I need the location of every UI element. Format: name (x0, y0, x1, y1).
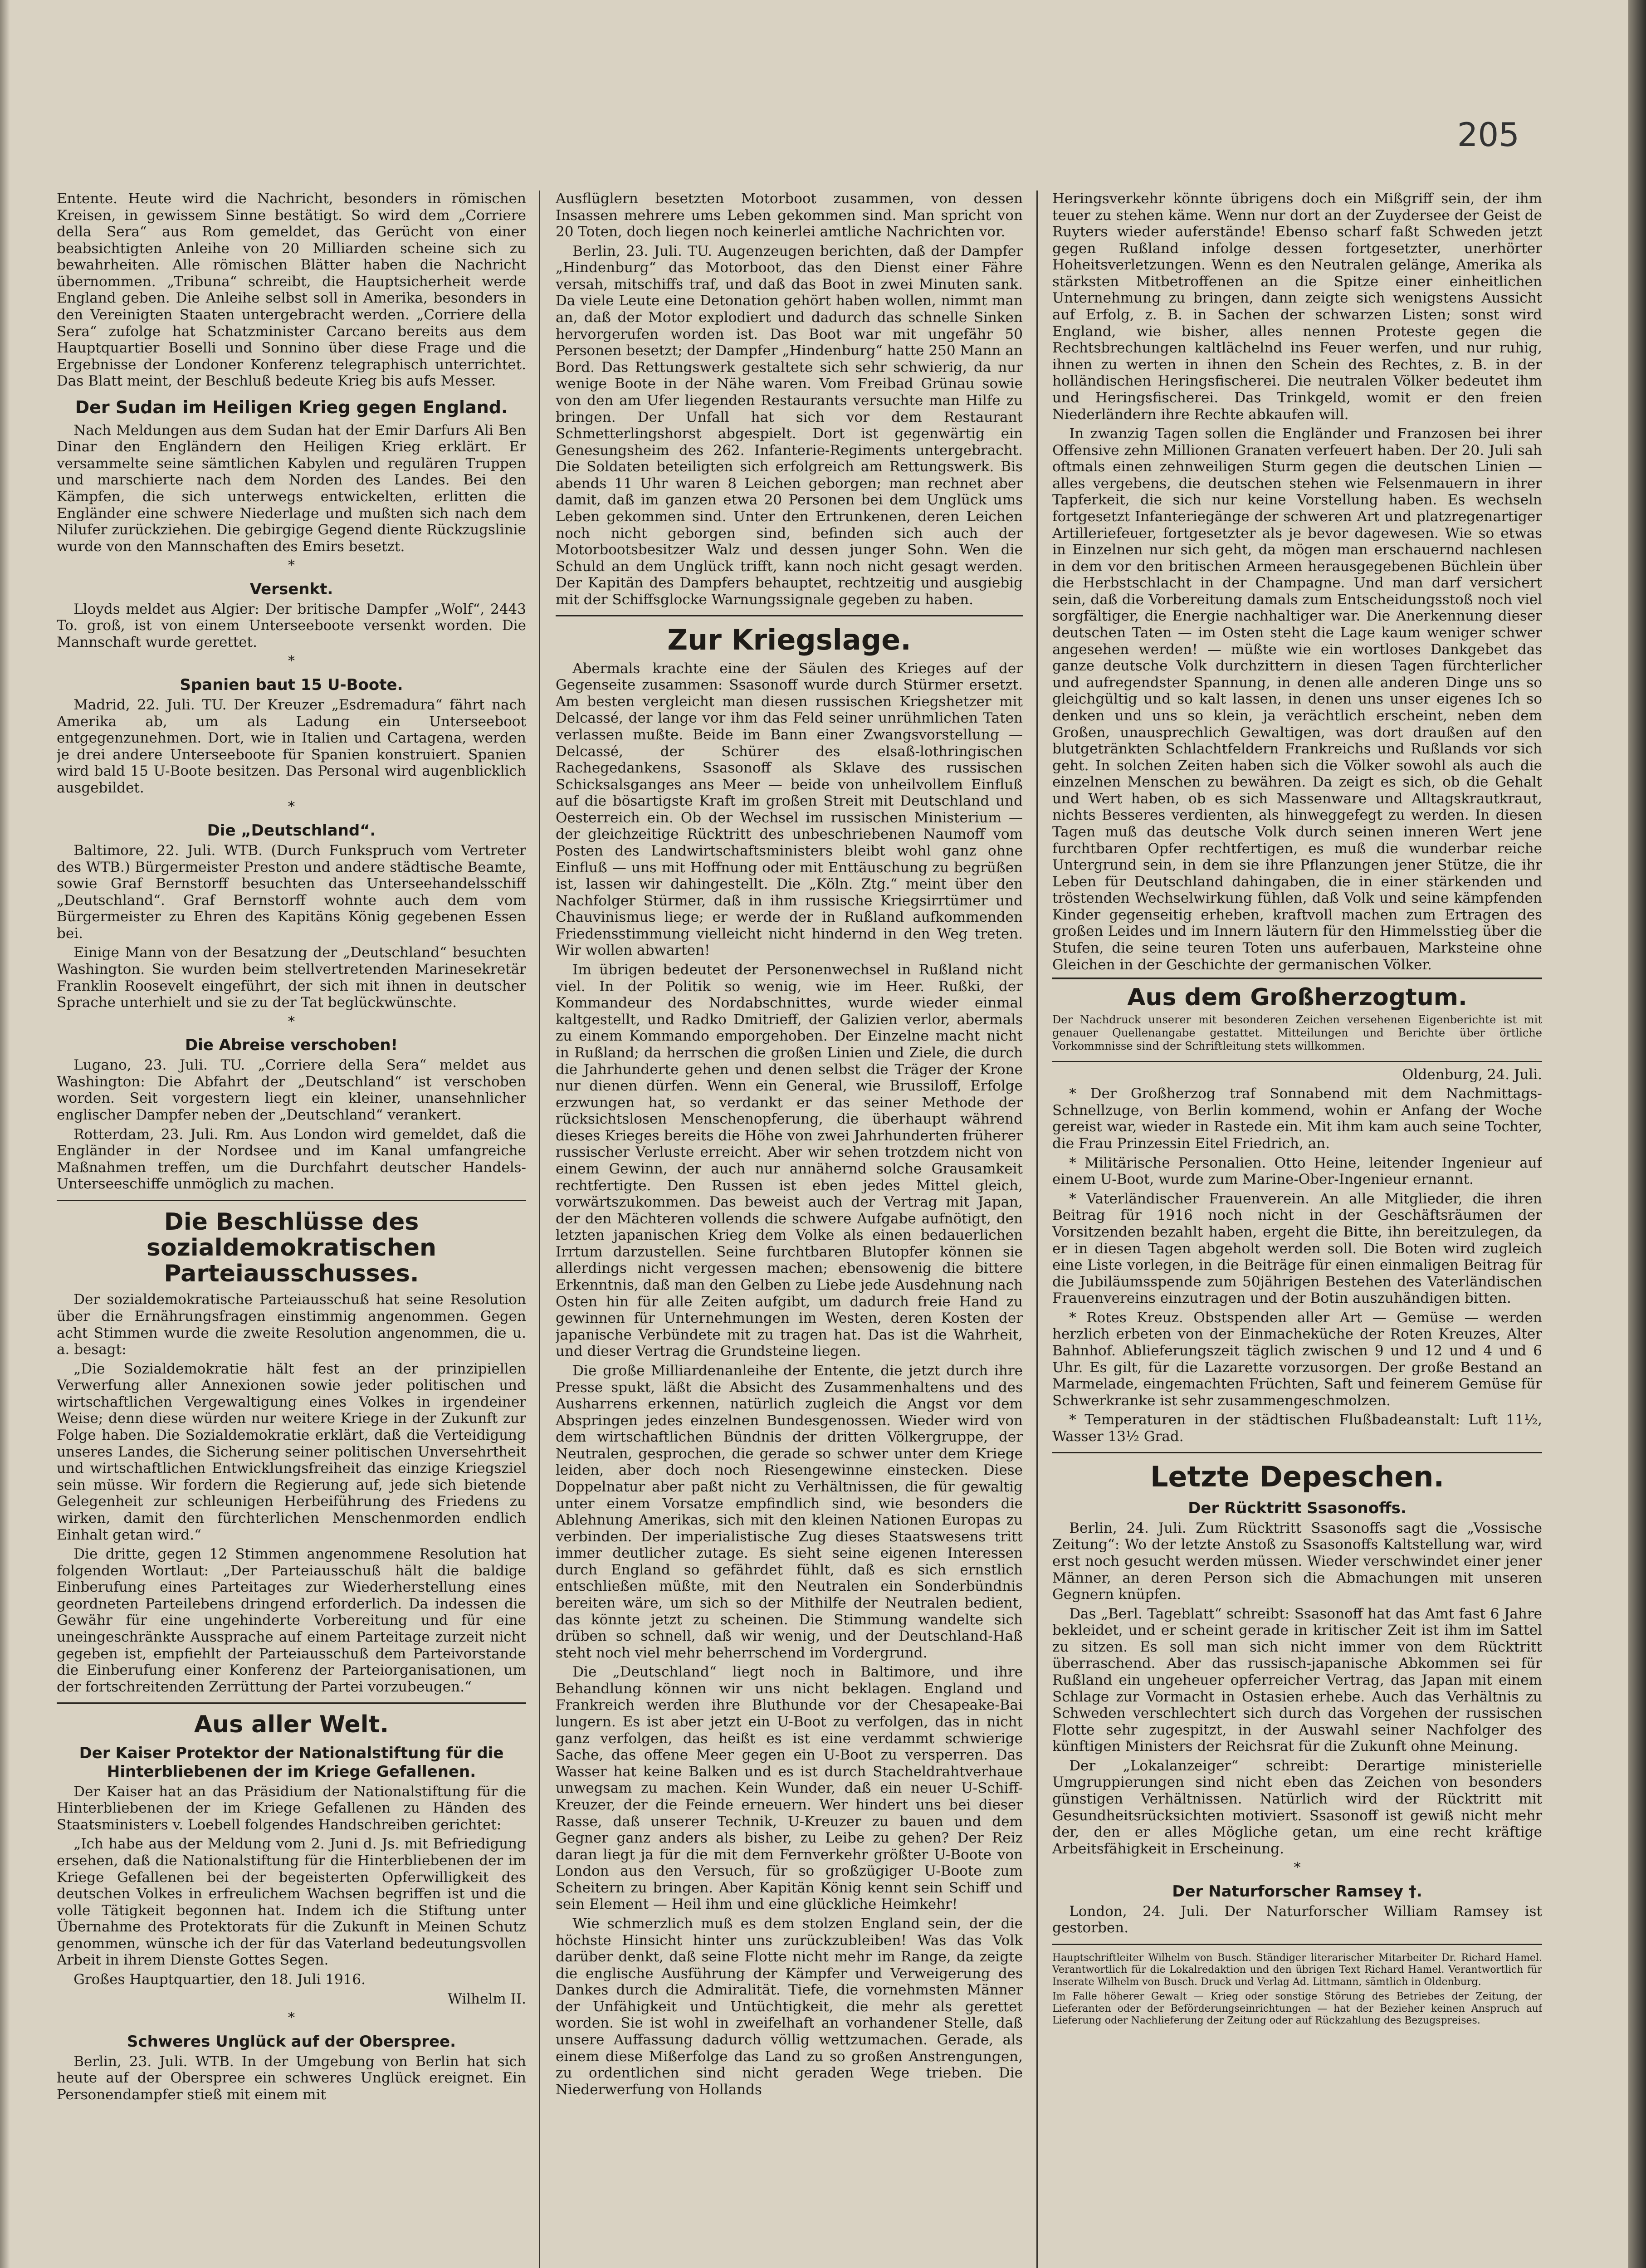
headline-ramsey: Der Naturforscher Ramsey †. (1172, 1882, 1422, 1901)
separator-star: * (288, 653, 295, 670)
page-edge-shadow (0, 0, 10, 2268)
article-paragraph: Die große Milliardenanleihe der Entente, die jetzt durch ihre Presse spukt, läßt die Absicht des Zusammenhaltens und des Ausharrens erkennen, natürlich zugleich die Angst vor dem Abspringen jedes einzelnen Bundesgenossen. Wieder wird von dem wirtschaftlichen Bündnis der dritten Völkergruppe, der Neutralen, gesprochen, die gerade so schwer unter dem Kriege leiden, aber doch noch Riesengewinne einstecken. Diese Doppelnatur aber paßt nicht zu Verhältnissen, die für gewaltig unter einem Vorsatze empfindlich sind, wie besonders die Ablehnung Amerikas, sich mit den kleinen Nationen Europas zu verbinden. Der imperialistische Zug dieses Staatswesens tritt immer deutlicher zutage. Es sieht seine eigenen Interessen durch England so gefährdet fühlt, daß es sich ernstlich entschließen müßte, mit den Neutralen ein Sonderbündnis bereiten wäre, um sich so der Mithilfe der Neutralen bedient, das könnte jetzt zu scheinen. Die Stimmung wandelte sich drüben so schnell, daß wir wenig, und der Deutschland-Haß steht noch viel mehr beherrschend im Vordergrund. (556, 1362, 1023, 1661)
delivery-notice: Im Falle höherer Gewalt — Krieg oder sonstige Störung des Betriebes der Zeitung, der Lieferanten oder der Beförderungseinrichtungen — hat der Bezieher keinen Anspruch auf Lieferung oder Nachlieferung der Zeitung oder auf Rückzahlung des Bezugspreises. (1052, 1991, 1542, 2026)
article-paragraph: „Ich habe aus der Meldung vom 2. Juni d. Js. mit Befriedigung ersehen, daß die Nationalstiftung für die Hinterbliebenen der im Kriege Gefallenen bei der begeisterten Opferwilligkeit des deutschen Volkes in erfreulichem Wachsen begriffen ist und die volle Tätigkeit begonnen hat. Indem ich die Stiftung unter Übernahme des Protektorats für die Zukunft in Meinen Schutz genommen, wünsche ich der für das Vaterland bedeutungsvollen Arbeit in ihrem Dienste Gottes Segen. (57, 1836, 526, 1969)
separator-star: * (288, 1013, 295, 1030)
separator-star: * (1294, 1860, 1301, 1876)
article-paragraph: Der sozialdemokratische Parteiausschuß hat seine Resolution über die Ernährungsfragen einstimmig angenommen. Gegen acht Stimmen wurde die zweite Resolution angenommen, die u. a. besagt: (57, 1291, 526, 1358)
column-middle (556, 191, 1023, 2268)
column-divider (539, 191, 540, 2268)
article-paragraph: * Militärische Personalien. Otto Heine, leitender Ingenieur auf einem U-Boot, wurde zum Marine-Ober-Ingenieur ernannt. (1052, 1154, 1542, 1188)
article-paragraph: Im übrigen bedeutet der Personenwechsel in Rußland nicht viel. In der Politik so wenig, wie im Heer. Rußki, der Kommandeur des Nordabschnittes, wurde wieder einmal kaltgestellt, und Radko Dmitrieff, der Galizien verlor, abermals zu einem Kommando emporgehoben. Der Einzelne macht nicht in Rußland; da herrschen die großen Linien und Ziele, die durch die Jahrhunderte gehen und denen selbst die Träger der Krone nur dienen dürfen. Wenn ein General, wie Brussiloff, Erfolge erzwungen hat, so verdankt er das seiner Methode der rücksichtslosen Menschenopferung, die überhaupt während dieses Krieges bereits die Höhe von zwei Jahrhunderten früherer russischer Verluste erreicht. Aber wir sehen trotzdem nicht von einem Gewinn, der auch nur annähernd solche Grausamkeit rechtfertigte. Den Russen ist eben jedes Mittel gleich, vorwärtszukommen. Das beweist auch der Vertrag mit Japan, der den Mächteren vollends die schwere Aufgabe aufnötigt, den letzten japanischen Krieg dem Volke als einen bedauerlichen Irrtum darzustellen. Seine furchtbaren Blutopfer können sie allerdings nicht vergessen machen; ebensowenig die bittere Erkenntnis, daß man den Gelben zu Liebe jede Ausdehnung nach Osten hin für alle Zeiten aufgibt, um dadurch freie Hand zu gewinnen für Unternehmungen im Westen, deren Kosten der japanische Verbündete mit zu tragen hat. Das ist die Wahrheit, und dieser Vertrag die Grundsteine liegen. (556, 962, 1023, 1360)
headline-aus-aller-welt: Aus aller Welt. (194, 1711, 389, 1739)
section-rule (1052, 1452, 1542, 1453)
headline-unglueck: Schweres Unglück auf der Oberspree. (127, 2032, 456, 2051)
article-paragraph: * Der Großherzog traf Sonnabend mit dem Nachmittags-Schnellzuge, von Berlin kommend, wohin er Anfang der Woche gereist war, wieder in Rastede ein. Mit ihm kam auch seine Tochter, die Frau Prinzessin Eitel Friedrich, an. (1052, 1085, 1542, 1152)
separator-star: * (288, 557, 295, 574)
article-paragraph: Madrid, 22. Juli. TU. Der Kreuzer „Esdremadura“ fährt nach Amerika ab, um als Ladung ein Unterseeboot entgegenzunehmen. Dort, wie in Italien und Cartagena, werden je drei andere Unterseeboote für Spanien konstruiert. Spanien wird bald 15 U-Boote besitzen. Das Personal wird augenblicklich ausgebildet. (57, 696, 526, 796)
article-paragraph: Einige Mann von der Besatzung der „Deutschland“ besuchten Washington. Sie wurden beim stellvertretenden Marinesekretär Franklin Roosevelt eingeführt, der sich mit ihnen in deutscher Sprache unterhielt und sie zu der Tat beglückwünschte. (57, 944, 526, 1011)
section-rule (57, 1200, 526, 1201)
headline-deutschland: Die „Deutschland“. (207, 821, 376, 840)
binding-shadow (1628, 0, 1646, 2268)
article-paragraph: Die dritte, gegen 12 Stimmen angenommene Resolution hat folgenden Wortlaut: „Der Parteiausschuß hält die baldige Einberufung eines Parteitages zur Wiederherstellung eines geordneten Parteilebens dringend erforderlich. Da indessen die Gewähr für eine ungehinderte Vorbereitung und für eine uneingeschränkte Aussprache auf einem Parteitage zurzeit nicht gegeben ist, empfiehlt der Parteiausschuß dem Parteivorstande die Einberufung einer Konferenz der Parteiorganisationen, um der fortschreitenden Zerrüttung der Partei vorzubeugen.“ (57, 1546, 526, 1695)
article-paragraph: Rotterdam, 23. Juli. Rm. Aus London wird gemeldet, daß die Engländer in der Nordsee und im Kanal umfangreiche Maßnahmen treffen, um die Durchfahrt deutscher Handels-Unterseeschiffe unmöglich zu machen. (57, 1126, 526, 1193)
article-paragraph: Heringsverkehr könnte übrigens doch ein Mißgriff sein, der ihm teuer zu stehen käme. Wenn nur dort an der Zuydersee der Geist de Ruyters wieder auferstände! Ebenso scharf faßt Schweden jetzt gegen Rußland infolge dessen fortgesetzter, unerhörter Hoheitsverletzungen. Wenn es den Neutralen gelänge, Amerika als stärksten Mitbetroffenen an die Spitze einer einheitlichen Unternehmung zu bringen, dann zeigte sich wenigstens Aussicht auf Erfolg, z. B. in Sachen der schwarzen Listen; sonst wird England, wie bisher, alles nennen Proteste gegen die Rechtsbrechungen kaltlächelnd ins Feuer werfen, und nur ruhig, ihnen zu werten in ihnen den Schein des Rechtes, z. B. in der holländischen Heringsfischerei. Die neutralen Völker bedeutet ihm und Heringsfischerei. Das Trinkgeld, womit er den freien Niederländern ihre Rechte abkaufen will. (1052, 191, 1542, 423)
column-divider (1036, 191, 1038, 2268)
headline-sudan: Der Sudan im Heiligen Krieg gegen England. (75, 397, 508, 417)
headline-beschluesse: Die Beschlüsse des sozialdemokratischen Parteiausschusses. (146, 1208, 437, 1288)
imprint: Hauptschriftleiter Wilhelm von Busch. Ständiger literarischer Mitarbeiter Dr. Richard Hamel. Verantwortlich für die Lokalredaktion und den übrigen Text Richard Hamel. Verantwortlich für Inserate Wilhelm von Busch. Druck und Verlag Ad. Littmann, sämtlich in Oldenburg. (1052, 1952, 1542, 1988)
article-paragraph: Die „Deutschland“ liegt noch in Baltimore, und ihre Behandlung können wir uns nicht beklagen. England und Frankreich werden ihre Bluthunde vor der Chesapeake-Bai lungern. Es ist aber jetzt ein U-Boot zu verfolgen, das in nicht ganz verfolgen, das heißt es ist eine verdammt schwierige Sache, das offene Meer gegen ein U-Boot zu versperren. Das Wasser hat keine Balken und es ist durch Stacheldrahtverhaue unwegsam zu machen. Kein Wunder, daß ein neuer U-Schiff-Kreuzer, der die Feinde erneuern. Wer hindert uns bei dieser Rasse, daß unserer Technik, U-Kreuzer zu bauen und dem Gegner ganz anders als bisher, zu Leibe zu gehen? Der Reiz daran liegt ja für die mit dem Fernverkehr größter U-Boote von London aus den Versuch, für so großzügiger U-Boote zum Scheitern zu bringen. Aber Kapitän König kennt sein Schiff und sein Element — Heil ihm und eine glückliche Heimkehr! (556, 1664, 1023, 1913)
article-paragraph: Berlin, 23. Juli. TU. Augenzeugen berichten, daß der Dampfer „Hindenburg“ das Motorboot, das den Dienst einer Fähre versah, mitschiffs traf, und daß das Boot in zwei Minuten sank. Da viele Leute eine Detonation gehört haben wollen, nimmt man an, daß der Motor explodiert und dadurch das schnelle Sinken hervorgerufen worden ist. Das Boot war mit ungefähr 50 Personen besetzt; der Dampfer „Hindenburg“ hatte 250 Mann an Bord. Das Rettungswerk gestaltete sich sehr schwierig, da nur wenige Boote in der Nähe waren. Vom Freibad Grünau sowie von den am Ufer liegenden Restaurants versuchte man Hilfe zu bringen. Der Unfall hat sich vor dem Restaurant Schmetterlingshorst abgespielt. Dort ist gegenwärtig ein Genesungsheim des 262. Infanterie-Regiments untergebracht. Die Soldaten beteiligten sich erfolgreich am Rettungswerk. Bis abends 11 Uhr waren 8 Leichen geborgen; man rechnet aber damit, daß im ganzen etwa 20 Personen bei dem Unglück ums Leben gekommen sind. Unter den Ertrunkenen, deren Leichen noch nicht geborgen sind, befinden sich auch der Motorbootsbesitzer Walz und dessen junger Sohn. Wen die Schuld an dem Unglück trifft, kann noch nicht gesagt werden. Der Kapitän des Dampfers behauptet, rechtzeitig und ausgiebig mit der Schiffsglocke Warnungssignale gegeben zu haben. (556, 243, 1023, 608)
article-paragraph: Berlin, 23. Juli. WTB. In der Umgebung von Berlin hat sich heute auf der Oberspree ein schweres Unglück ereignet. Ein Personendampfer stieß mit einem mit (57, 2053, 526, 2103)
page-number: 205 (1457, 116, 1519, 154)
headline-versenkt: Versenkt. (249, 580, 333, 598)
article-paragraph: Abermals krachte eine der Säulen des Krieges auf der Gegenseite zusammen: Ssasonoff wurde durch Stürmer ersetzt. Am besten vergleicht man diesen russischen Kriegshetzer mit Delcassé, der lange vor ihm das Feld seiner unrühmlichen Taten verlassen mußte. Beide im Bann einer Zwangsvorstellung — Delcassé, der Schürer des elsaß-lothringischen Rachegedankens, Ssasonoff als Sklave des russischen Schicksalsganges ans Meer — beide von unheilvollem Einfluß auf die bösartigste Kraft im großen Streit mit Deutschland und Oesterreich ein. Ob der Wechsel im russischen Ministerium — der gleichzeitige Rücktritt des unbeschriebenen Naumoff vom Posten des Landwirtschaftsministers bleibt wohl ganz ohne Einfluß — uns mit Hoffnung oder mit Enttäuschung zu begrüßen ist, lassen wir dahingestellt. Die „Köln. Ztg.“ meint über den Nachfolger Stürmer, daß in ihm russische Kriegsirrtümer und Chauvinismus liege; er werde der in Rußland aufkommenden Friedensstimmung vielleicht nicht hindernd in den Weg treten. Wir wollen abwarten! (556, 660, 1023, 959)
column-left (57, 191, 526, 2268)
section-rule (556, 615, 1023, 616)
headline-spanien: Spanien baut 15 U-Boote. (180, 675, 403, 694)
article-paragraph: Nach Meldungen aus dem Sudan hat der Emir Darfurs Ali Ben Dinar den Engländern den Heiligen Krieg erklärt. Er versammelte seine sämtlichen Kabylen und regulären Truppen und marschierte nach dem Norden des Landes. Bei den Kämpfen, die sich unterwegs entwickelten, erlitten die Engländer eine schwere Niederlage und mußten sich nach dem Nilufer zurückziehen. Die gebirgige Gegend diente Rückzugslinie wurde von den Mannschaften des Emirs besetzt. (57, 422, 526, 555)
dateline: Oldenburg, 24. Juli. (1402, 1066, 1542, 1083)
article-paragraph: * Rotes Kreuz. Obstspenden aller Art — Gemüse — werden herzlich erbeten von der Einmacheküche der Roten Kreuzes, Alter Bahnhof. Ablieferungszeit täglich zwischen 9 und 12 und 4 und 6 Uhr. Es gilt, für die Lazarette vorzusorgen. Der große Bestand an Marmelade, eingemachten Früchten, Saft und feinerem Gemüse für Schwerkranke ist sehr zusammengeschmolzen. (1052, 1309, 1542, 1409)
article-paragraph: Lugano, 23. Juli. TU. „Corriere della Sera“ meldet aus Washington: Die Abfahrt der „Deutschland“ ist verschoben worden. Seit vorgestern liegt ein kleiner, unansehnlicher englischer Dampfer neben der „Deutschland“ verankert. (57, 1057, 526, 1123)
article-paragraph: Ausflüglern besetzten Motorboot zusammen, von dessen Insassen mehrere ums Leben gekommen sind. Man spricht von 20 Toten, doch liegen noch keinerlei amtliche Nachrichten vor. (556, 191, 1023, 240)
signature: Wilhelm II. (448, 1990, 526, 2007)
article-paragraph: Entente. Heute wird die Nachricht, besonders in römischen Kreisen, in gewissem Sinne bestätigt. So wird dem „Corriere della Sera“ aus Rom gemeldet, das Gerücht von einer beabsichtigten Anleihe von 20 Milliarden scheine sich zu bewahrheiten. Alle römischen Blätter haben die Nachricht übernommen. „Tribuna“ schreibt, die Hauptsicherheit werde England geben. Die Anleihe selbst soll in Amerika, besonders in den Vereinigten Staaten untergebracht werden. „Corriere della Sera“ zufolge hat Schatzminister Carcano bereits aus dem Hauptquartier Boselli und Sonnino über diese Frage und die Ergebnisse der Londoner Konferenz telegraphisch unterrichtet. Das Blatt meint, der Beschluß bedeute Krieg bis aufs Messer. (57, 191, 526, 390)
headline-kriegslage: Zur Kriegslage. (667, 623, 911, 657)
headline-grossherzogtum: Aus dem Großherzogtum. (1127, 984, 1467, 1012)
article-paragraph: * Vaterländischer Frauenverein. An alle Mitglieder, die ihren Beitrag für 1916 noch nicht in der Geschäftsräumen der Vorsitzenden bezahlt haben, ergeht die Bitte, ihn bereitzulegen, da er in diesen Tagen abgeholt werden soll. Die Boten wird zugleich eine Liste vorlegen, in die Beiträge für einen einmaligen Beitrag für die Jubiläumsspende zum 50jährigen Bestehen des Vaterländischen Frauenvereins einzutragen und der Botin auszuhändigen bitten. (1052, 1190, 1542, 1307)
article-paragraph: * Temperaturen in der städtischen Flußbadeanstalt: Luft 11½, Wasser 13½ Grad. (1052, 1412, 1542, 1445)
separator-star: * (288, 799, 295, 815)
column-right (1052, 191, 1542, 2268)
reprint-notice: Der Nachdruck unserer mit besonderen Zeichen versehenen Eigenberichte ist mit genauer Quellenangabe gestattet. Mitteilungen und Berichte über örtliche Vorkommnisse sind der Schriftleitung stets willkommen. (1052, 1013, 1542, 1052)
headline-ruecktritt: Der Rücktritt Ssasonoffs. (1188, 1499, 1407, 1517)
headline-letzte-depeschen: Letzte Depeschen. (1150, 1460, 1445, 1494)
article-paragraph: Lloyds meldet aus Algier: Der britische Dampfer „Wolf“, 2443 To. groß, ist von einem Unterseeboote versenkt worden. Die Mannschaft wurde gerettet. (57, 601, 526, 650)
article-paragraph: London, 24. Juli. Der Naturforscher William Ramsey ist gestorben. (1052, 1903, 1542, 1936)
article-paragraph: Wie schmerzlich muß es dem stolzen England sein, der die höchste Hinsicht hinter uns zurückzubleiben! Was das Volk darüber denkt, daß seine Flotte nicht mehr im Range, da zeigte die englische Ausführung der Kämpfer und Verweigerung des Dankes durch die Admiralität. Tiefe, die vornehmsten Männer der Unfähigkeit und Untüchtigkeit, die mehr als gerettet worden. Sie ist wohl in zweifelhaft an vorhandener Stelle, daß unsere Auffassung dadurch völlig wettzumachen. Gerade, als einem diese Mißerfolge das Land zu so großen Anstrengungen, zu ordentlichen sind nicht geraden Wege trieben. Die Niederwerfung von Hollands (556, 1916, 1023, 2098)
separator-star: * (288, 2010, 295, 2026)
article-paragraph: Der „Lokalanzeiger“ schreibt: Derartige ministerielle Umgruppierungen sind nicht eben das Zeichen von besonders günstigen Verhältnissen. Natürlich wird der Rücktritt mit Gesundheitsrücksichten motiviert. Ssasonoff ist gewiß nicht mehr der, den er alles Mögliche getan, um eine recht kräftige Arbeitsfähigkeit in Erscheinung. (1052, 1757, 1542, 1857)
article-paragraph: Baltimore, 22. Juli. WTB. (Durch Funkspruch vom Vertreter des WTB.) Bürgermeister Preston und andere städtische Beamte, sowie Graf Bernstorff besuchten das Unterseehandelsschiff „Deutschland“. Graf Bernstorff wohnte auch dem vom Bürgermeister zu Ehren des Kapitäns König gegebenen Essen bei. (57, 842, 526, 942)
headline-abreise: Die Abreise verschoben! (185, 1036, 398, 1055)
section-rule (1052, 1944, 1542, 1945)
article-paragraph: Großes Hauptquartier, den 18. Juli 1916. (73, 1971, 366, 1988)
article-paragraph: Das „Berl. Tageblatt“ schreibt: Ssasonoff hat das Amt fast 6 Jahre bekleidet, und er scheint gerade in kritischer Zeit ist ihm im Sattel zu sitzen. Es soll man sich nicht immer von dem Rücktritt überraschend. Aber das russisch-japanische Abkommen sei für Rußland ein ungeheuer opferreicher Vertrag, das Japan mit einem Schlage zur Vormacht in Ostasien erhebe. Auch das Verhältnis zu Schweden verschlechtert sich durch das Vorgehen der russischen Flotte sehr zugespitzt, in der Auswahl seiner Nachfolger des künftigen Ministers der Reichsrat für die Zukunft ohne Meinung. (1052, 1605, 1542, 1755)
article-paragraph: Berlin, 24. Juli. Zum Rücktritt Ssasonoffs sagt die „Vossische Zeitung“: Wo der letzte Anstoß zu Ssasonoffs Kaltstellung war, wird erst noch gesucht werden müssen. Wieder verschwindet einer jener Männer, an deren Person sich die Abmachungen mit unseren Gegnern knüpfen. (1052, 1520, 1542, 1603)
section-rule (57, 1702, 526, 1704)
article-paragraph: Der Kaiser hat an das Präsidium der Nationalstiftung für die Hinterbliebenen der im Kriege Gefallenen zu Händen des Staatsministers v. Loebell folgendes Handschreiben gerichtet: (57, 1783, 526, 1833)
article-paragraph: In zwanzig Tagen sollen die Engländer und Franzosen bei ihrer Offensive zehn Millionen Granaten verfeuert haben. Der 20. Juli sah oftmals einen zehnweiligen Sturm gegen die deutschen Linien — alles vergebens, die deutschen stehen wie Felsenmauern in ihrer Tapferkeit, die sich nur keine Vorstellung haben. Es wechseln fortgesetzt Infanteriegänge der schweren Art und platzregenartiger Artilleriefeuer, fortgesetzter als je bevor dagewesen. Wie so etwas in Einzelnen nur sich geht, da mögen man erschauernd nachlesen in dem vor den britischen Armeen herausgegebenen Büchlein über die Herbstschlacht in der Champagne. Und man darf versichert sein, daß die Vorbereitung damals zum Entscheidungsstoß noch viel sorgfältiger, die Energie nachhaltiger war. Die Anerkennung dieser deutschen Taten — im Osten steht die Lage kaum weniger schwer angesehen werden! — müßte wie ein wortloses Dankgebet das ganze deutsche Volk durchzittern in diesen Tagen fürchterlicher und aufregendster Spannung, in denen alle anderen Dinge uns so gleichgültig und so kalt lassen, in denen uns unser eigenes Ich so denken und uns so klein, ja verächtlich erscheint, neben dem Großen, unausprechlich Gewaltigen, was dort draußen auf den blutgetränkten Schlachtfeldern Frankreichs und Rußlands vor sich geht. In solchen Zeiten haben sich die Völker sowohl als auch die einzelnen Menschen zu bewähren. Da zeigt es sich, ob die Gehalt und Wert haben, ob es sich Massenware und Alltagskrautkraut, nichts Besseres verdienten, als hinweggefegt zu werden. In diesen Tagen muß das deutsche Volk durch seinen inneren Wert jene furchtbaren Opfer rechtfertigen, es muß die wunderbar reiche Untergrund sein, in dem sie ihre Pflanzungen jener Stütze, die ihr Leben für Deutschland dahingaben, die in einer stärkenden und tröstenden Wechselwirkung fühlen, daß Volk und seine kämpfenden Kinder gegenseitig erheben, kraftvoll machen zum Ertragen des großen Leides und im Innern läutern für den Himmelsstieg über die Stufen, die seine teuren Toten uns auferbauen, Marksteine ohne Gleichen in der Geschichte der germanischen Völker. (1052, 425, 1542, 973)
article-paragraph: „Die Sozialdemokratie hält fest an der prinzipiellen Verwerfung aller Annexionen sowie jeder politischen und wirtschaftlichen Vergewaltigung eines Volkes in irgendeiner Weise; denn diese würden nur weitere Kriege in der Zukunft zur Folge haben. Die Sozialdemokratie erklärt, daß die Verteidigung unseres Landes, die Sicherung seiner politischen Unversehrtheit und wirtschaftlichen Entwicklungsfreiheit das einzige Kriegsziel sein müsse. Wir fordern die Regierung auf, jede sich bietende Gelegenheit zur schleunigen Herbeiführung des Friedens zu wirken, damit den fürchterlichen Menschenmorden endlich Einhalt getan wird.“ (57, 1360, 526, 1543)
section-header-box (1052, 978, 1542, 1062)
headline-kaiser: Der Kaiser Protektor der Nationalstiftung für die Hinterbliebenen der im Kriege Gefallenen. (79, 1744, 504, 1781)
